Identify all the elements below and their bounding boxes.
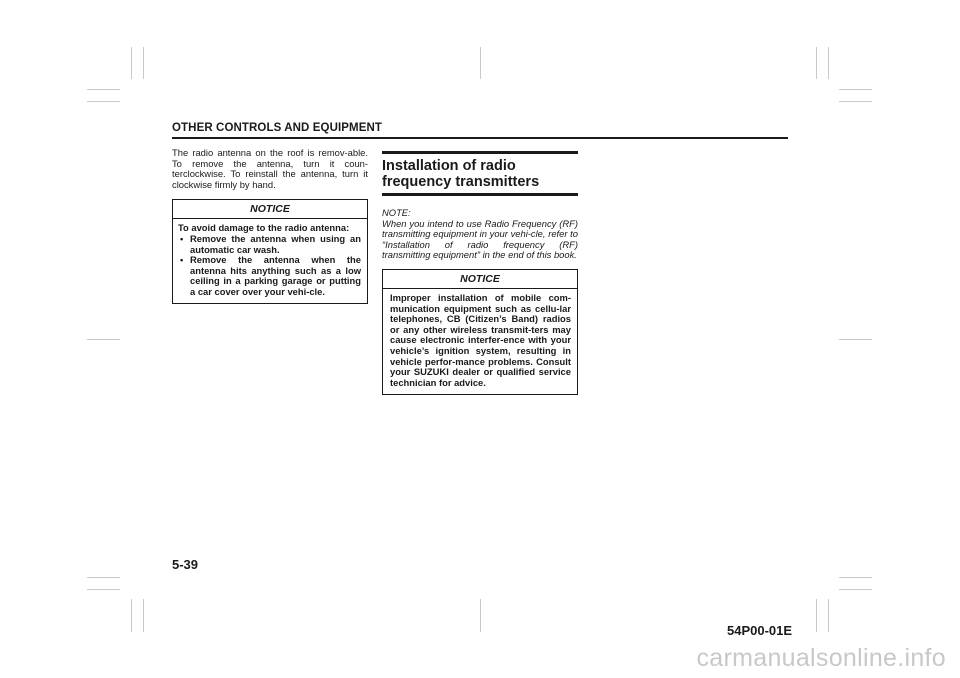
left-column (172, 148, 368, 304)
notice-lead: To avoid damage to the radio antenna: (178, 222, 350, 234)
notice-box-rf (382, 269, 578, 395)
page-number: 5-39 (172, 557, 199, 572)
notice-body (173, 219, 367, 302)
document-code: 54P00-01E (727, 623, 793, 638)
note-label: NOTE: (382, 207, 411, 218)
notice-body: Improper installation of mobile com-munication equipment such as cellu-lar telephones, CB (Citizen’s Band) radios or any other wireless transmit-ters may cause electronic interfer-ence with your vehicle’s ignition system, resulting in vehicle perfor-mance problems. Consult your SUZUKI dealer or qualified service technician for advice. (390, 291, 571, 388)
section-heading: Installation of radio frequency transmitters (382, 158, 540, 190)
heading-rule-top (382, 151, 578, 154)
note-text: When you intend to use Radio Frequency (RF) transmitting equipment in your vehi-cle, refer to “Installation of radio frequency (RF) transmitting equipment” in the end of this book. (382, 217, 578, 261)
notice-title: NOTICE (173, 200, 367, 219)
right-column (382, 151, 578, 395)
header-divider (172, 137, 788, 139)
section-title: OTHER CONTROLS AND EQUIPMENT (172, 122, 383, 134)
notice-list-item: • Remove the antenna when the antenna hits anything such as a low ceiling in a parking garage or putting a car cover over your vehi-cle. (178, 255, 361, 297)
notice-list-item: • Remove the antenna when using an automatic car wash. (178, 234, 361, 255)
notice-box-antenna (172, 199, 368, 303)
notice-list (178, 234, 361, 298)
heading-rule-bottom (382, 193, 578, 196)
notice-title: NOTICE (383, 270, 577, 289)
watermark-logo: carmanualsonline.info (696, 644, 946, 672)
antenna-removal-text: The radio antenna on the roof is remov-able. To remove the antenna, turn it coun-terclockwise. To reinstall the antenna, turn it clockwise firmly by hand. (172, 147, 368, 190)
